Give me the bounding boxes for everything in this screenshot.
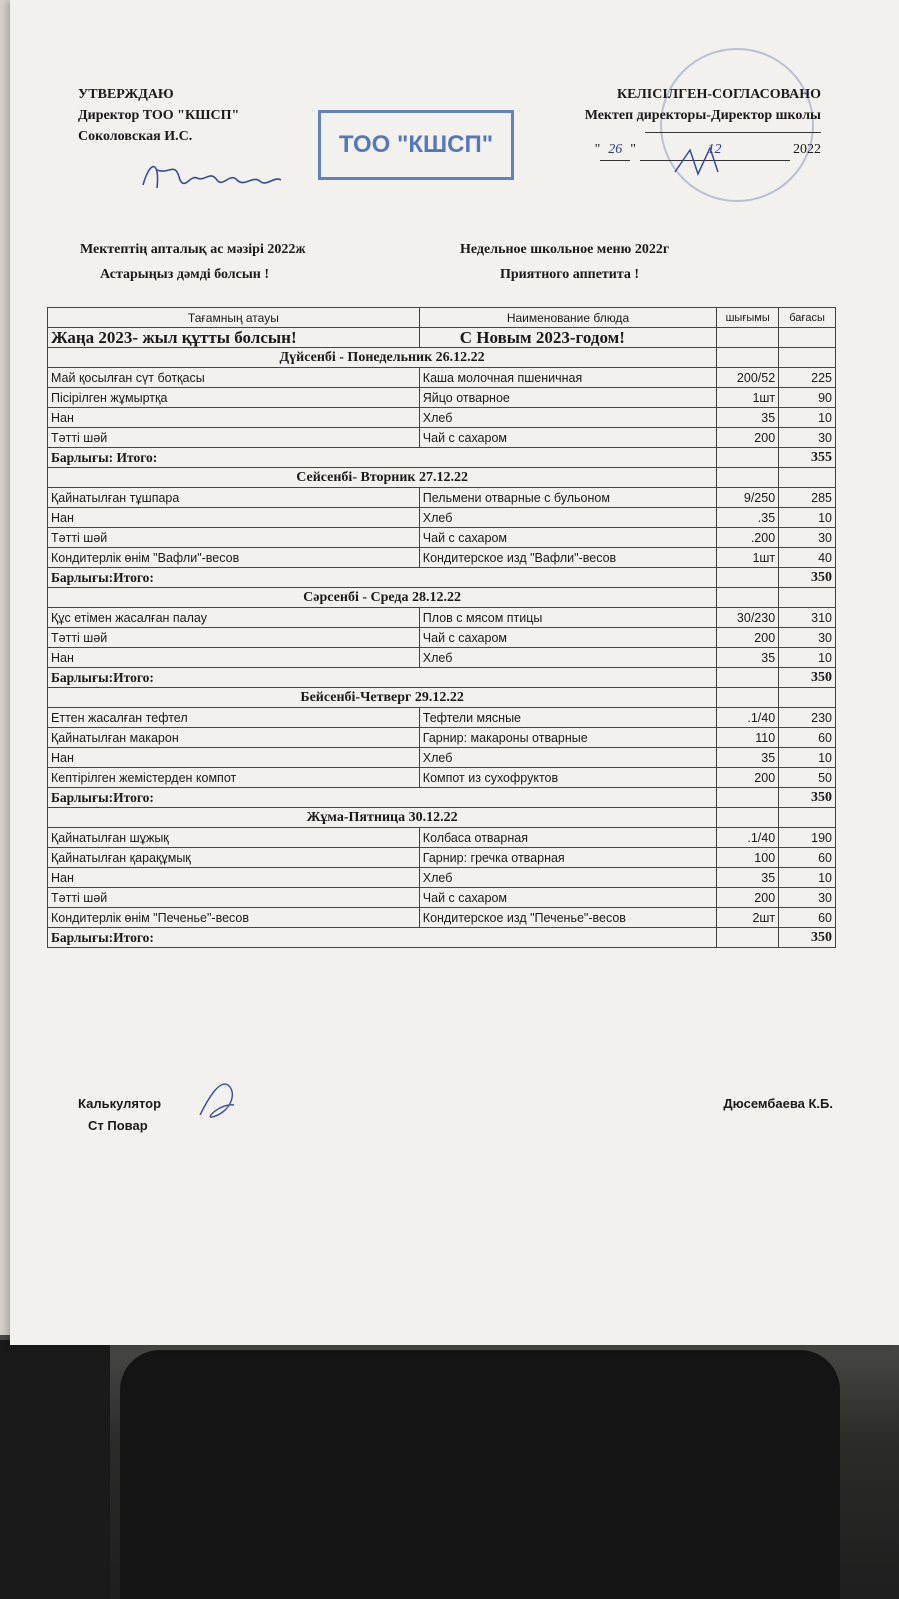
header-kz-name: Тағамның атауы [48, 308, 420, 328]
dish-name-kz: Кептірілген жемістерден компот [48, 768, 420, 788]
dish-name-ru: Плов с мясом птицы [419, 608, 716, 628]
dish-name-ru: Пельмени отварные с бульоном [419, 488, 716, 508]
dish-yield: 100 [717, 848, 779, 868]
dish-name-kz: Пісірілген жұмыртқа [48, 388, 420, 408]
dish-row [48, 408, 836, 428]
header-ru-name: Наименование блюда [419, 308, 716, 328]
dish-name-kz: Май қосылған сүт ботқасы [48, 368, 420, 388]
dish-name-kz: Тәтті шәй [48, 428, 420, 448]
dish-row [48, 768, 836, 788]
dish-name-ru: Чай с сахаром [419, 528, 716, 548]
day-header-row [48, 348, 836, 368]
empty-cell [779, 588, 836, 608]
dish-name-kz: Еттен жасалған тефтел [48, 708, 420, 728]
dish-row [48, 748, 836, 768]
dish-row [48, 528, 836, 548]
day-header-row [48, 808, 836, 828]
date-year: 2022 [793, 142, 821, 157]
table-header-row [48, 308, 836, 328]
dish-name-kz: Тәтті шәй [48, 888, 420, 908]
empty-cell [717, 668, 779, 688]
day-header-row [48, 588, 836, 608]
dish-name-kz: Тәтті шәй [48, 628, 420, 648]
dish-price: 30 [779, 888, 836, 908]
company-stamp: ТОО "КШСП" [318, 110, 514, 180]
dish-row [48, 728, 836, 748]
dish-name-ru: Чай с сахаром [419, 628, 716, 648]
dish-name-ru: Тефтели мясные [419, 708, 716, 728]
dish-name-ru: Хлеб [419, 748, 716, 768]
empty-cell [779, 348, 836, 368]
dish-price: 285 [779, 488, 836, 508]
day-total-row [48, 568, 836, 588]
calculator-signature [190, 1075, 240, 1125]
header-yield: шығымы [717, 308, 779, 328]
day-title: Бейсенбі-Четверг 29.12.22 [48, 688, 717, 708]
approve-line-2: Директор ТОО "КШСП" [78, 108, 240, 123]
empty-cell [717, 928, 779, 948]
greeting-kz: Жаңа 2023- жыл құтты болсын! [48, 328, 420, 348]
agreed-line-1: КЕЛІСІЛГЕН-СОГЛАСОВАНО [617, 87, 821, 102]
empty-cell [779, 328, 836, 348]
empty-cell [717, 688, 779, 708]
dish-name-ru: Хлеб [419, 508, 716, 528]
dish-yield: .35 [717, 508, 779, 528]
dish-price: 10 [779, 408, 836, 428]
dish-price: 60 [779, 728, 836, 748]
dish-name-kz: Кондитерлік өнім "Вафли"-весов [48, 548, 420, 568]
greeting-row [48, 328, 836, 348]
empty-cell [717, 588, 779, 608]
total-price: 350 [779, 788, 836, 808]
dish-name-ru: Гарнир: гречка отварная [419, 848, 716, 868]
dish-name-kz: Нан [48, 508, 420, 528]
dish-name-kz: Қайнатылған макарон [48, 728, 420, 748]
dish-name-ru: Хлеб [419, 648, 716, 668]
day-total-row [48, 928, 836, 948]
dish-row [48, 628, 836, 648]
total-label: Барлығы:Итого: [48, 928, 717, 948]
dish-row [48, 828, 836, 848]
empty-cell [717, 468, 779, 488]
dish-row [48, 648, 836, 668]
dish-yield: 200 [717, 428, 779, 448]
dish-row [48, 708, 836, 728]
total-price: 350 [779, 928, 836, 948]
dish-yield: 35 [717, 408, 779, 428]
dish-price: 30 [779, 428, 836, 448]
dish-name-kz: Нан [48, 408, 420, 428]
dish-name-ru: Хлеб [419, 408, 716, 428]
dish-price: 50 [779, 768, 836, 788]
dish-name-ru: Компот из сухофруктов [419, 768, 716, 788]
dish-yield: .200 [717, 528, 779, 548]
menu-table [47, 307, 836, 948]
total-price: 350 [779, 568, 836, 588]
approval-date: " 26 " 12 2022 [585, 139, 821, 161]
dish-price: 10 [779, 648, 836, 668]
dish-price: 10 [779, 868, 836, 888]
total-label: Барлығы:Итого: [48, 668, 717, 688]
dish-name-ru: Хлеб [419, 868, 716, 888]
total-label: Барлығы:Итого: [48, 568, 717, 588]
dish-name-kz: Тәтті шәй [48, 528, 420, 548]
chair-seat [120, 1350, 840, 1599]
dish-price: 60 [779, 908, 836, 928]
greeting-ru: С Новым 2023-годом! [419, 328, 716, 348]
day-total-row [48, 788, 836, 808]
total-label: Барлығы: Итого: [48, 448, 717, 468]
approval-block-left [78, 84, 239, 147]
dish-name-kz: Қайнатылған шұжық [48, 828, 420, 848]
dish-row [48, 488, 836, 508]
empty-cell [779, 808, 836, 828]
ru-wish: Приятного аппетита ! [500, 267, 640, 282]
day-title: Сейсенбі- Вторник 27.12.22 [48, 468, 717, 488]
dish-row [48, 888, 836, 908]
signature-line [645, 128, 821, 133]
dish-yield: 200 [717, 628, 779, 648]
dish-row [48, 868, 836, 888]
day-title: Дүйсенбі - Понедельник 26.12.22 [48, 348, 717, 368]
dish-name-ru: Колбаса отварная [419, 828, 716, 848]
dish-yield: 1шт [717, 388, 779, 408]
dish-name-ru: Яйцо отварное [419, 388, 716, 408]
empty-cell [717, 808, 779, 828]
ru-menu-title: Недельное школьное меню 2022г [460, 242, 670, 257]
dish-price: 40 [779, 548, 836, 568]
dish-name-kz: Нан [48, 648, 420, 668]
empty-cell [717, 788, 779, 808]
dish-price: 10 [779, 508, 836, 528]
principal-signature [670, 142, 730, 182]
dish-yield: 200/52 [717, 368, 779, 388]
dish-name-kz: Нан [48, 868, 420, 888]
dish-yield: .1/40 [717, 828, 779, 848]
empty-cell [717, 448, 779, 468]
dish-row [48, 388, 836, 408]
signer-name: Дюсембаева К.Б. [723, 1096, 833, 1111]
agreed-line-2: Мектеп директоры-Директор школы [584, 108, 821, 123]
dish-row [48, 368, 836, 388]
dish-row [48, 908, 836, 928]
dish-name-ru: Кондитерское изд "Печенье"-весов [419, 908, 716, 928]
approve-line-3: Соколовская И.С. [78, 129, 193, 144]
dish-yield: 9/250 [717, 488, 779, 508]
total-label: Барлығы:Итого: [48, 788, 717, 808]
dish-name-kz: Қайнатылған қарақұмық [48, 848, 420, 868]
dish-yield: 35 [717, 648, 779, 668]
dish-price: 310 [779, 608, 836, 628]
dish-price: 10 [779, 748, 836, 768]
dish-name-ru: Чай с сахаром [419, 428, 716, 448]
empty-cell [779, 688, 836, 708]
day-header-row [48, 468, 836, 488]
dish-name-ru: Каша молочная пшеничная [419, 368, 716, 388]
dish-yield: 1шт [717, 548, 779, 568]
dish-yield: 200 [717, 768, 779, 788]
empty-cell [717, 328, 779, 348]
kz-wish: Астарыңыз дәмді болсын ! [100, 267, 270, 282]
header-price: бағасы [779, 308, 836, 328]
dish-row [48, 608, 836, 628]
chair-arm [0, 1340, 110, 1599]
dish-name-ru: Чай с сахаром [419, 888, 716, 908]
dish-row [48, 848, 836, 868]
empty-cell [717, 568, 779, 588]
dish-price: 30 [779, 628, 836, 648]
dish-yield: 30/230 [717, 608, 779, 628]
kz-menu-title: Мектептің апталық ас мәзірі 2022ж [80, 242, 306, 257]
dish-yield: 200 [717, 888, 779, 908]
dish-price: 90 [779, 388, 836, 408]
date-month: 12 [640, 139, 790, 161]
day-title: Жұма-Пятница 30.12.22 [48, 808, 717, 828]
dish-name-kz: Кондитерлік өнім "Печенье"-весов [48, 908, 420, 928]
dish-price: 190 [779, 828, 836, 848]
director-signature [135, 150, 285, 200]
dish-yield: 35 [717, 868, 779, 888]
date-day: 26 [600, 139, 630, 161]
total-price: 355 [779, 448, 836, 468]
dish-row [48, 508, 836, 528]
dish-name-ru: Гарнир: макароны отварные [419, 728, 716, 748]
dish-yield: 2шт [717, 908, 779, 928]
calculator-label: Калькулятор [78, 1096, 162, 1111]
total-price: 350 [779, 668, 836, 688]
day-total-row [48, 448, 836, 468]
dish-yield: .1/40 [717, 708, 779, 728]
dish-price: 30 [779, 528, 836, 548]
cook-label: Ст Повар [88, 1118, 148, 1133]
day-title: Сәрсенбі - Среда 28.12.22 [48, 588, 717, 608]
day-header-row [48, 688, 836, 708]
dish-row [48, 428, 836, 448]
dish-name-kz: Құс етімен жасалған палау [48, 608, 420, 628]
empty-cell [717, 348, 779, 368]
dish-yield: 110 [717, 728, 779, 748]
dish-price: 230 [779, 708, 836, 728]
dish-name-ru: Кондитерское изд "Вафли"-весов [419, 548, 716, 568]
empty-cell [779, 468, 836, 488]
dish-name-kz: Нан [48, 748, 420, 768]
dish-row [48, 548, 836, 568]
dish-name-kz: Қайнатылған тұшпара [48, 488, 420, 508]
dish-price: 225 [779, 368, 836, 388]
day-total-row [48, 668, 836, 688]
approve-line-1: УТВЕРЖДАЮ [78, 87, 174, 102]
dish-yield: 35 [717, 748, 779, 768]
dish-price: 60 [779, 848, 836, 868]
